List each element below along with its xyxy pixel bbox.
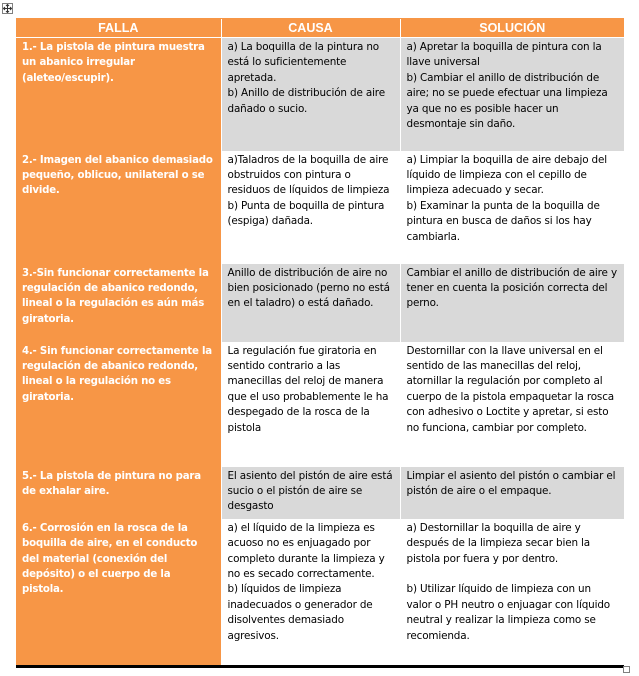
causa-cell[interactable]: a) La boquilla de la pintura no está lo suficientemente apretada. b) Anillo de distribución de aire dañado o sucio.: [221, 38, 400, 151]
solucion-cell[interactable]: a) Limpiar la boquilla de aire debajo del líquido de limpieza con el cepillo de limpieza adecuado y secar. b) Examinar la punta de la boquilla de pintura en busca de daños si los hay cambiarla.: [400, 151, 624, 264]
table-row: [16, 467, 624, 519]
falla-cell[interactable]: 2.- Imagen del abanico demasiado pequeño, oblicuo, unilateral o se divide.: [16, 151, 221, 264]
troubleshooting-table: [16, 18, 624, 668]
solucion-cell[interactable]: a) Apretar la boquilla de pintura con la llave universal b) Cambiar el anillo de distribución de aire; no se puede efectuar una limpieza ya que no es posible hacer un desmontaje sin daño.: [400, 38, 624, 151]
causa-cell[interactable]: La regulación fue giratoria en sentido contrario a las manecillas del reloj de manera que el uso probablemente le ha despegado de la rosca de la pistola: [221, 342, 400, 467]
table-row: [16, 342, 624, 467]
table-resize-handle-icon[interactable]: [623, 666, 630, 673]
header-row: [16, 19, 624, 38]
table-row: [16, 264, 624, 342]
causa-cell[interactable]: Anillo de distribución de aire no bien posicionado (perno no está en el taladro) o está dañado.: [221, 264, 400, 342]
falla-cell[interactable]: 1.- La pistola de pintura muestra un abanico irregular (aleteo/escupir).: [16, 38, 221, 151]
header-causa: CAUSA: [221, 19, 400, 38]
table-move-handle-icon[interactable]: [2, 3, 13, 14]
solucion-cell[interactable]: Cambiar el anillo de distribución de aire y tener en cuenta la posición correcta del perno.: [400, 264, 624, 342]
falla-cell[interactable]: 5.- La pistola de pintura no para de exhalar aire.: [16, 467, 221, 519]
header-solucion: SOLUCIÓN: [400, 19, 624, 38]
table-row: [16, 519, 624, 667]
table-row: [16, 38, 624, 151]
falla-cell[interactable]: 4.- Sin funcionar correctamente la regulación de abanico redondo, lineal o la regulación no es giratoria.: [16, 342, 221, 467]
solucion-cell[interactable]: Limpiar el asiento del pistón o cambiar el pistón de aire o el empaque.: [400, 467, 624, 519]
header-falla: FALLA: [16, 19, 221, 38]
falla-cell[interactable]: 3.-Sin funcionar correctamente la regulación de abanico redondo, lineal o la regulación es aún más giratoria.: [16, 264, 221, 342]
causa-cell[interactable]: a) el líquido de la limpieza es acuoso no es enjuagado por completo durante la limpieza y no es secado correctamente. b) líquidos de limpieza inadecuados o generador de disolventes demasiado agresivos.: [221, 519, 400, 667]
solucion-cell[interactable]: Destornillar con la llave universal en el sentido de las manecillas del reloj, atornillar la regulación por completo al cuerpo de la pistola empaquetar la rosca con adhesivo o Loctite y apretar, si esto no funciona, cambiar por completo.: [400, 342, 624, 467]
falla-cell[interactable]: 6.- Corrosión en la rosca de la boquilla de aire, en el conducto del material (conexión del depósito) o el cuerpo de la pistola.: [16, 519, 221, 667]
solucion-cell[interactable]: a) Destornillar la boquilla de aire y después de la limpieza secar bien la pistola por fuera y por dentro. b) Utilizar líquido de limpieza con un valor o PH neutro o enjuagar con líquido neutral y realizar la limpieza como se recomienda.: [400, 519, 624, 667]
causa-cell[interactable]: a)Taladros de la boquilla de aire obstruidos con pintura o residuos de líquidos de limpieza b) Punta de boquilla de pintura (espiga) dañada.: [221, 151, 400, 264]
table-row: [16, 151, 624, 264]
causa-cell[interactable]: El asiento del pistón de aire está sucio o el pistón de aire se desgasto: [221, 467, 400, 519]
